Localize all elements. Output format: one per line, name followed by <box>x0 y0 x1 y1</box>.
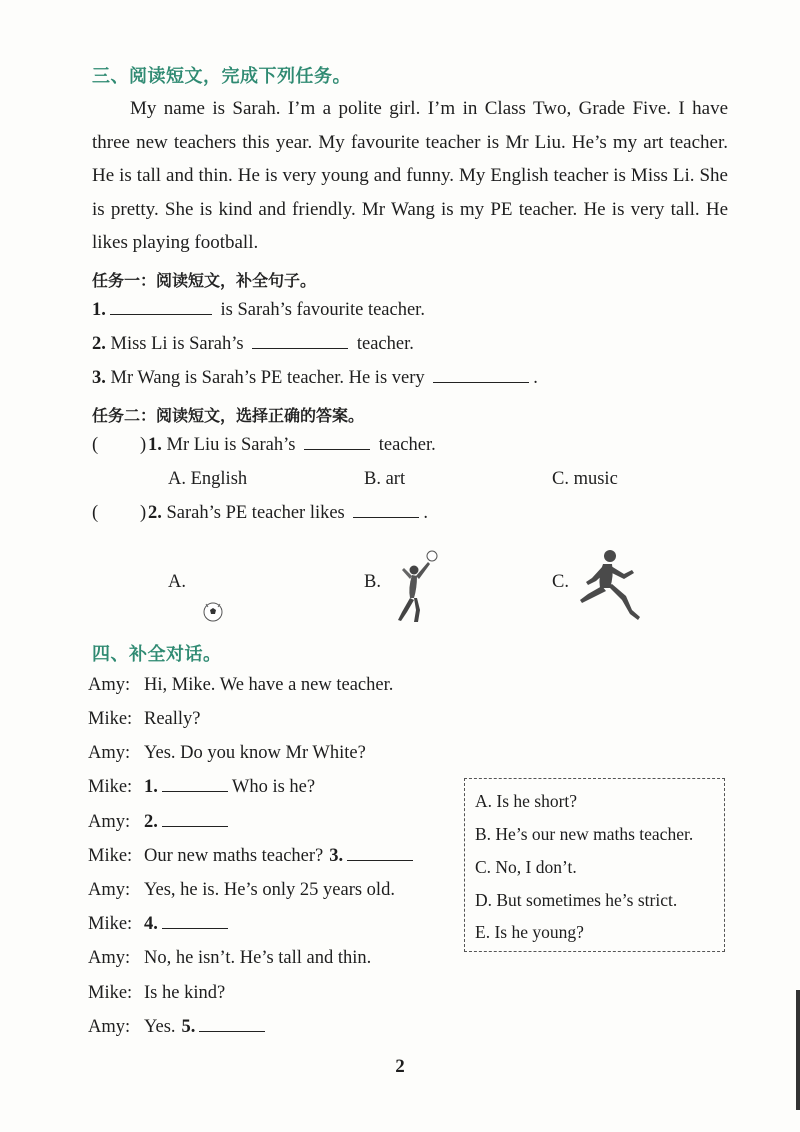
dialogue-line-6: Mike: Our new maths teacher? 3. <box>88 846 417 867</box>
dialogue-line-10: Mike: Is he kind? <box>88 983 226 1003</box>
task2-question-2: 2. Sarah’s PE teacher likes . <box>148 503 429 523</box>
answer-blank[interactable] <box>162 790 228 792</box>
answer-blank[interactable] <box>199 1030 265 1032</box>
speaker-label: Mike: <box>88 777 133 797</box>
task1-item-2: 2. Miss Li is Sarah’s teacher. <box>92 334 414 354</box>
dialogue-option-b[interactable]: B. He’s our new maths teacher. <box>475 824 694 844</box>
speaker-label: Mike: <box>88 983 133 1003</box>
speaker-label: Amy: <box>88 812 131 832</box>
dialogue-line-8: Mike: 4. <box>88 914 232 935</box>
page-number: 2 <box>395 1056 405 1077</box>
task1-item-1: 1. is Sarah’s favourite teacher. <box>92 300 425 320</box>
speaker-label: Mike: <box>88 914 133 934</box>
answer-blank[interactable] <box>162 825 228 827</box>
answer-blank[interactable] <box>252 347 348 349</box>
dialogue-line-11: Amy: Yes. 5. <box>88 1017 269 1038</box>
option-a[interactable]: A. English <box>168 469 248 489</box>
dialogue-line-7: Amy: Yes, he is. He’s only 25 years old. <box>88 880 395 900</box>
speaker-label: Amy: <box>88 675 131 695</box>
answer-blank[interactable] <box>347 859 413 861</box>
answer-paren-close: ) <box>140 503 147 523</box>
dialogue-option-d[interactable]: D. But sometimes he’s strict. <box>475 890 678 910</box>
task1-item-3: 3. Mr Wang is Sarah’s PE teacher. He is very . <box>92 368 538 388</box>
option-c[interactable]: C. <box>552 572 569 592</box>
dialogue-line-3: Amy: Yes. Do you know Mr White? <box>88 743 366 763</box>
speaker-label: Amy: <box>88 1017 131 1037</box>
runner-icon <box>576 548 646 624</box>
dialogue-line-2: Mike: Really? <box>88 709 201 729</box>
speaker-label: Amy: <box>88 948 131 968</box>
answer-paren-open: ( <box>92 435 99 455</box>
answer-blank[interactable] <box>353 516 419 518</box>
task1-title: 任务一：阅读短文，补全句子。 <box>92 271 317 290</box>
dialogue-options-box <box>464 778 725 952</box>
dialogue-option-a[interactable]: A. Is he short? <box>475 791 578 811</box>
section4-heading: 四、补全对话。 <box>92 644 222 665</box>
dialogue-line-5: Amy: 2. <box>88 812 232 833</box>
speaker-label: Mike: <box>88 709 133 729</box>
option-a[interactable]: A. <box>168 572 186 592</box>
task2-question-1: 1. Mr Liu is Sarah’s teacher. <box>148 435 436 455</box>
task2-title: 任务二：阅读短文，选择正确的答案。 <box>92 406 365 425</box>
speaker-label: Mike: <box>88 846 133 866</box>
volleyball-player-icon <box>384 548 444 626</box>
option-c[interactable]: C. music <box>552 469 618 489</box>
section3-heading: 三、阅读短文，完成下列任务。 <box>92 66 351 87</box>
answer-blank[interactable] <box>304 448 370 450</box>
answer-paren-open: ( <box>92 503 99 523</box>
football-icon <box>196 596 230 626</box>
option-b[interactable]: B. <box>364 572 381 592</box>
answer-paren-close: ) <box>140 435 147 455</box>
answer-blank[interactable] <box>433 381 529 383</box>
dialogue-line-4: Mike: 1. Who is he? <box>88 777 316 797</box>
reading-passage: My name is Sarah. I’m a polite girl. I’m in Class Two, Grade Five. I have three new teachers this year. My favourite teacher is Mr Liu. He’s my art teacher. He is tall and thin. He is very young and funny. My English teacher is Miss Li. She is pretty. She is kind and friendly. Mr Wang is my PE teacher. He is very tall. He likes playing football. <box>92 98 728 254</box>
answer-blank[interactable] <box>162 927 228 929</box>
page-edge-shadow <box>796 990 800 1110</box>
dialogue-option-e[interactable]: E. Is he young? <box>475 922 584 942</box>
speaker-label: Amy: <box>88 880 131 900</box>
answer-blank[interactable] <box>110 313 212 315</box>
option-b[interactable]: B. art <box>364 469 406 489</box>
dialogue-line-1: Amy: Hi, Mike. We have a new teacher. <box>88 675 394 695</box>
dialogue-option-c[interactable]: C. No, I don’t. <box>475 857 577 877</box>
speaker-label: Amy: <box>88 743 131 763</box>
dialogue-line-9: Amy: No, he isn’t. He’s tall and thin. <box>88 948 372 968</box>
